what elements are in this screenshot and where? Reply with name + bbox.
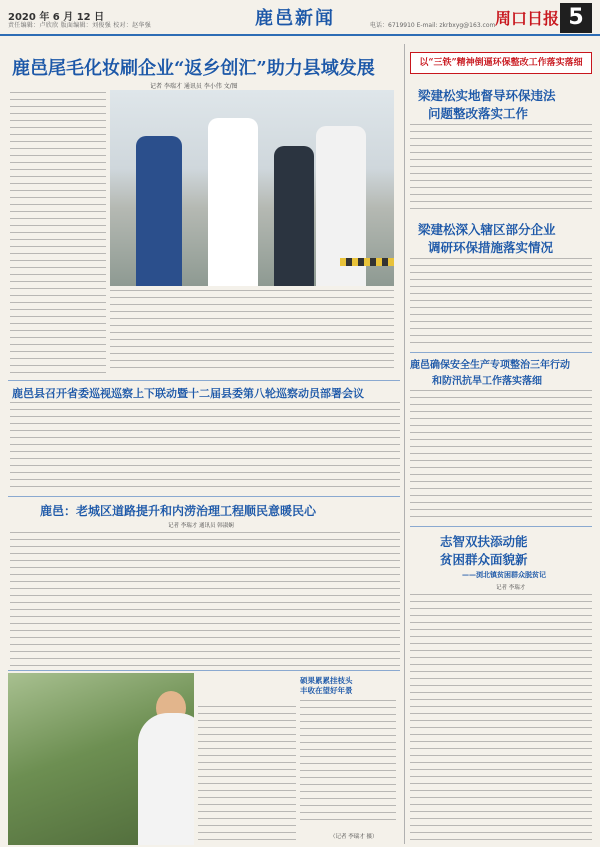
contact-info: 电话：6719910 E-mail: zkrbxyg@163.com [370, 22, 496, 29]
right-headline-4b: 贫困群众面貌新 [440, 552, 528, 567]
photo-person-2 [208, 118, 258, 286]
right-headline-2a: 梁建松深入辖区部分企业 [418, 222, 556, 237]
right-headline-1b: 问题整改落实工作 [428, 106, 529, 121]
mid-byline-2: 记者 李瑞才 通讯员 韩淑娴 [168, 523, 234, 529]
mid-article-1-body [10, 402, 400, 492]
issue-date: 2020 年 6 月 12 日 [8, 12, 105, 23]
photo-credit: （记者 李瑞才 摄） [330, 834, 378, 840]
right-headline-2b: 调研环保措施落实情况 [428, 240, 554, 255]
main-photo [110, 90, 394, 286]
divider [8, 496, 400, 497]
right-headline-3b: 和防汛抗旱工作落实落细 [432, 376, 542, 387]
photo-floor-stripe [340, 258, 394, 266]
photo-person-3 [274, 146, 314, 286]
photo-person-body [138, 713, 194, 845]
bottom-photo [8, 673, 194, 845]
photo-caption [300, 676, 390, 696]
right-banner [410, 52, 592, 74]
right-headline-4a: 志智双扶添动能 [440, 534, 528, 549]
mid-headline-2: 鹿邑：老城区道路提升和内涝治理工程顺民意暖民心 [40, 504, 317, 518]
newspaper-logo: 周口日报 [495, 9, 560, 28]
main-headline: 鹿邑尾毛化妆刷企业“返乡创汇”助力县域发展 [12, 58, 375, 79]
divider [8, 670, 400, 671]
caption-title-1: 硕果累累挂枝头 [300, 676, 353, 685]
main-article-body-bottom [110, 290, 394, 374]
right-byline-4: 记者 李瑞才 [496, 585, 526, 591]
main-byline: 记者 李瑞才 通讯员 李小伟 文/图 [150, 83, 238, 90]
bottom-article-body [198, 706, 296, 844]
mid-article-2-body [10, 532, 400, 668]
divider [410, 352, 592, 353]
right-banner-text: 以“三铁”精神倒逼环保整改工作落实落细 [419, 58, 583, 68]
divider [8, 380, 400, 381]
right-article-3-body [410, 390, 592, 522]
page-number: 5 [560, 3, 592, 33]
caption-body [300, 700, 396, 826]
column-divider [404, 44, 405, 844]
right-subhead-4: ——浏北镇贫困群众脱贫记 [462, 570, 546, 579]
editor-credits: 责任编辑：卢欣欣 版面编辑：刘俊强 校对：赵华强 [8, 22, 152, 29]
main-article-body-left [10, 92, 106, 374]
right-article-1-body [410, 124, 592, 214]
masthead [0, 0, 600, 36]
edition-title: 鹿邑新闻 [255, 8, 335, 29]
mid-headline-1: 鹿邑县召开省委巡视巡察上下联动暨十二届县委第八轮巡察动员部署会议 [12, 387, 364, 400]
divider [410, 526, 592, 527]
caption-title-2: 丰收在望好年景 [300, 686, 353, 695]
right-article-2-body [410, 258, 592, 346]
photo-person-1 [136, 136, 182, 286]
right-headline-1a: 梁建松实地督导环保违法 [418, 88, 556, 103]
right-headline-3a: 鹿邑确保安全生产专项整治三年行动 [410, 360, 570, 371]
right-article-4-body [410, 594, 592, 844]
